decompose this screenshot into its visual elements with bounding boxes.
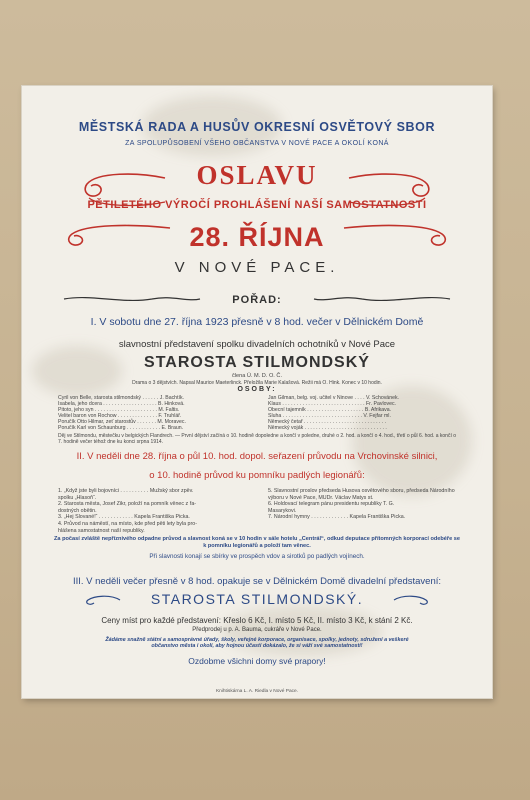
cast-entry: Obecní tajemník . . . . . . . . . . . . . . . . . . . . B. Afrikava. <box>268 407 392 414</box>
cast-entry: Poručík Otto Hilmar, zeť starostův . . . . . . . M. Moravec. <box>58 419 186 426</box>
program-item: 3. „Hej Slované!“ . . . . . . . . . . . . Kapela Františka Picka. <box>58 514 190 521</box>
section2-title: II. V neděli dne 28. října o půl 10. hod. dopol. seřazení průvodu na Vrchovinské silnici, <box>76 451 438 462</box>
program-item: 1. „Když jste byli bojovníci . . . . . . . . . . Mužský sbor zpěv. <box>58 488 194 494</box>
section2-subtitle: o 10. hodině průvod ku pomníku padlých legionářů: <box>149 470 365 481</box>
section1-title: I. V sobotu dne 27. října 1923 přesně v 8 hod. večer v Dělnickém Domě <box>90 316 424 328</box>
cast-entry: Pitoto, jeho syn . . . . . . . . . . . . . . . . . . . . . . M. Faltis. <box>58 407 180 414</box>
cast-entry: Cyril von Belle, starosta stilmondský . . . . . . J. Bachtík. <box>58 395 184 401</box>
event-place: V NOVÉ PACE. <box>174 259 340 276</box>
subheadline: PĚTILETÉHO VÝROČÍ PROHLÁŠENÍ NAŠÍ SAMOSTATNOSTI <box>87 199 427 211</box>
program-item: Masarykovi. <box>268 507 297 514</box>
cast-heading: OSOBY: <box>237 386 277 393</box>
appeal-line-1: Žádáme snažně státní a samosprávné úřady, školy, veřejné korporace, organisace, spolky, jednoty, sdružení a veškeré <box>105 637 409 643</box>
program-item: hlášena samostatnost naší republiky. <box>58 527 145 534</box>
cast-list-right <box>268 395 399 432</box>
section1-subtitle: slavnostní představení spolku divadelních ochotníků v Nové Pace <box>118 339 396 350</box>
play-title: STAROSTA STILMONDSKÝ <box>144 354 370 371</box>
cast-entry: Poručík Karl von Schaunburg . . . . . . . . . . . . E. Braun. <box>58 425 184 432</box>
cast-entry: Sluha . . . . . . . . . . . . . . . . . . . . . . . . . . . . V. Fejfar ml. <box>268 413 391 420</box>
headline: OSLAVU <box>196 160 318 190</box>
cast-entry: Klaus . . . . . . . . . . . . . . . . . . . . . . . . . . . . . Fr. Pavlovec. <box>268 401 396 408</box>
program-item: 4. Průvod na náměstí, na místo, kde před pěti lety byla pro- <box>58 520 197 527</box>
flags-appeal: Ozdobme všichni domy své prapory! <box>188 656 326 666</box>
cast-entry: Isabela, jeho dcera . . . . . . . . . . . . . . . . . . . B. Hinková. <box>58 401 185 408</box>
collection-note: Při slavnosti konají se sbírky ve prospěch vdov a sirotků po padlých vojínech. <box>149 553 365 560</box>
program-item: spolku „Hlasoň“. <box>58 494 97 501</box>
presale-info: Předprodej u p. A. Bauma, cukráře v Nové Pace. <box>192 627 322 633</box>
program-list-left <box>58 488 197 534</box>
organizer-title: MĚSTSKÁ RADA A HUSŮV OKRESNÍ OSVĚTOVÝ SBOR <box>78 120 436 134</box>
poster <box>22 86 492 698</box>
cast-entry: Jan Gilman, belg. voj. učitel v Ninove . . . . V. Schovánek. <box>268 395 400 401</box>
printer-credit: Knihtiskárna L. A. Riedla v Nové Pace. <box>215 689 299 694</box>
cast-list-left <box>58 395 186 432</box>
program-item: 7. Národní hymny . . . . . . . . . . . . . Kapela Františka Picka. <box>268 514 406 521</box>
program-item: výboru v Nové Pace, MUDr. Václav Matys st. <box>268 494 374 501</box>
weather-note: Za počasí zvláště nepříznivého odpadne průvod a slavnost koná se v 10 hodin v sále hotelu „Centrál“, odkud deputace přítomných korporací odebéře se k pomníku legionářů a položí tam věnec. <box>54 536 460 549</box>
cast-entry: Německý voják . . . . . . . . . . . . . . . . . . . . . . . . . . . . . <box>268 425 387 432</box>
section3-title: III. V neděli večer přesně v 8 hod. opakuje se v Dělnickém Domě divadelní představení: <box>72 576 442 587</box>
cast-entry: Velitel baron von Rochow . . . . . . . . . . . . . . F. Truhlář. <box>58 413 182 420</box>
play-title-repeat: STAROSTA STILMONDSKÝ. <box>150 591 364 607</box>
event-date: 28. ŘÍJNA <box>189 222 325 252</box>
organizer-subtitle: ZA SPOLUPŮSOBENÍ VŠEHO OBČANSTVA V NOVÉ PACE A OKOLÍ KONÁ <box>125 140 389 147</box>
program-heading: POŘAD: <box>232 294 282 306</box>
play-info: Drama o 3 dějstvích. Napsal Maurice Maeterlinck. Přeložila Marie Kalašová. Režii má O. Hink. Konec v 10 hodin. <box>132 380 382 386</box>
program-item: 6. Holdovací telegram pánu presidentu republiky T. G. <box>268 501 395 508</box>
appeal-line-2: občanstvo města i okolí, aby hojnou účastí dokázalo, že si váží své samostatnosti! <box>151 643 363 649</box>
play-member: člena Ú. M. D. O. Č. <box>231 373 283 379</box>
ticket-prices: Ceny míst pro každé představení: Křeslo 6 Kč, I. místo 5 Kč, II. místo 3 Kč, k stání 2 Kč. <box>101 616 413 625</box>
program-item: dostných obětin. <box>58 507 97 514</box>
program-item: 5. Slavnostní proslov předseda Husova osvětového sboru, předseda Národního <box>268 488 455 494</box>
program-item: 2. Starosta města, Josef Zikr, položí na pomník věnec z řa- <box>58 501 197 508</box>
program-list-right <box>268 488 455 521</box>
cast-entry: Německý četař . . . . . . . . . . . . . . . . . . . . . . . . . . . . . <box>268 419 387 426</box>
cast-note: Děj ve Stilmondu, městečku v belgických Flandrech. — První dějství začíná o 10. hodině dopoledne a končí v poledne, druhé o 2. hod. a končí o 4. hod., třetí o půl 6. hod. a končí o 7. hodině večer téhož dne ku konci srpna 1914. <box>58 433 457 445</box>
